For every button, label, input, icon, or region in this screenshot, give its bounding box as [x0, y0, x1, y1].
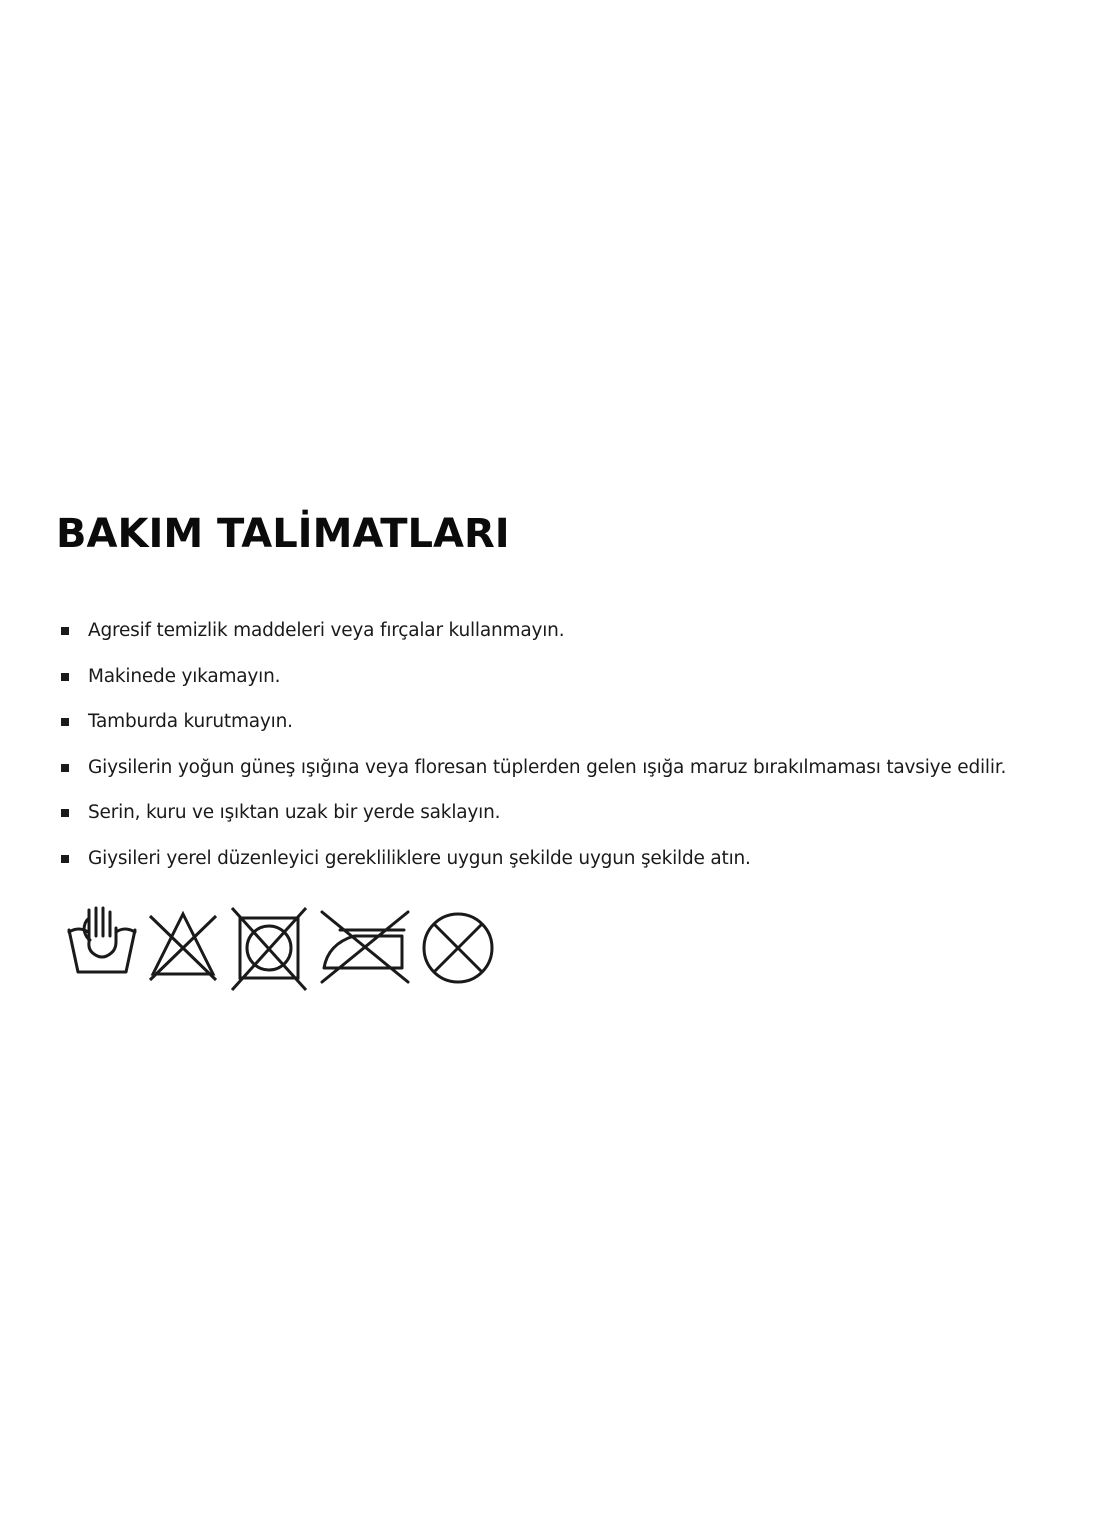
instruction-text: Giysilerin yoğun güneş ışığına veya floresan tüplerden gelen ışığa maruz bırakılmaması tavsiye edilir. [88, 756, 1007, 778]
bullet-icon [61, 673, 69, 681]
list-item [60, 699, 1006, 745]
list-item [60, 608, 1006, 654]
do-not-tumble-dry-icon [228, 904, 310, 994]
list-item [60, 654, 1006, 700]
page-title: BAKIM TALİMATLARI [56, 511, 510, 557]
bullet-icon [61, 764, 69, 772]
instruction-text: Serin, kuru ve ışıktan uzak bir yerde saklayın. [88, 802, 501, 824]
hand-wash-icon [64, 904, 144, 980]
do-not-bleach-icon [146, 904, 220, 986]
care-symbols [62, 904, 512, 998]
list-item [60, 745, 1006, 791]
bullet-icon [61, 855, 69, 863]
instruction-text: Giysileri yerel düzenleyici gerekliliklere uygun şekilde uygun şekilde atın. [88, 847, 751, 869]
bullet-icon [61, 809, 69, 817]
do-not-iron-icon [318, 904, 412, 986]
instruction-text: Tamburda kurutmayın. [88, 711, 293, 733]
list-item [60, 790, 1006, 836]
instruction-text: Makinede yıkamayın. [88, 665, 281, 687]
list-item [60, 836, 1006, 882]
do-not-dry-clean-icon [416, 904, 500, 988]
bullet-icon [61, 627, 69, 635]
instruction-list [60, 608, 1006, 882]
bullet-icon [61, 718, 69, 726]
instruction-text: Agresif temizlik maddeleri veya fırçalar kullanmayın. [88, 620, 565, 641]
